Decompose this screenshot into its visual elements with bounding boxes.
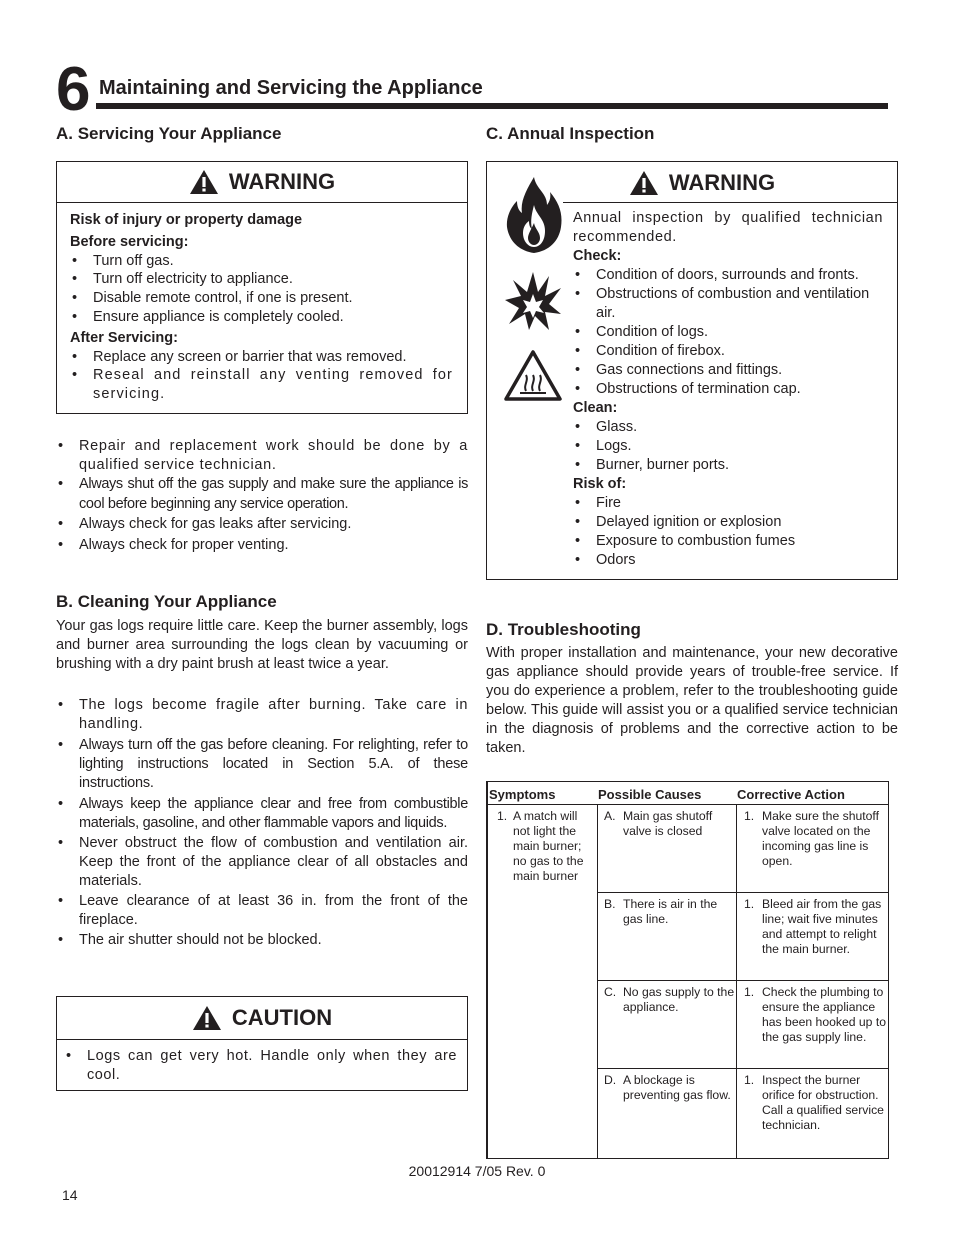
after-list: [70, 348, 453, 404]
list-item: • Exposure to combustion fumes: [573, 532, 883, 551]
list-item: • Obstructions of termination cap.: [573, 380, 883, 399]
before-list: [70, 252, 453, 327]
caution-box: [56, 996, 468, 1091]
clean-label: Clean:: [573, 400, 618, 416]
fire-icon: [503, 175, 565, 255]
action-cell: 1. Inspect the burner orifice for obstruction. Call a qualified service technician.: [744, 1073, 884, 1132]
list-item: • Odors: [573, 551, 883, 570]
warning-triangle-icon: [629, 170, 659, 196]
warning-triangle-icon: [189, 169, 219, 195]
cause-cell: B. There is air in the gas line.: [604, 897, 718, 926]
cause-cell: A. Main gas shutoff valve is closed: [604, 809, 713, 838]
list-item: • Glass.: [573, 418, 883, 437]
list-item: • Always turn off the gas before cleaning. For relighting, refer to lighting instructions located in Section 5.A. of these instructions.: [56, 736, 468, 793]
risk-list: [573, 494, 883, 570]
header-rule: [96, 103, 888, 109]
list-item: • The air shutter should not be blocked.: [56, 931, 468, 950]
list-item: • Condition of firebox.: [573, 342, 883, 361]
list-item: • Disable remote control, if one is present.: [70, 289, 453, 308]
hot-surface-icon: [503, 349, 563, 403]
section-b-heading: B. Cleaning Your Appliance: [56, 592, 277, 611]
list-item: • Obstructions of combustion and ventilation air.: [573, 285, 883, 323]
list-item: • Never obstruct the flow of combustion and ventilation air. Keep the front of the appliance clear of all obstacles and materials.: [56, 834, 468, 891]
cleaning-bullets: [56, 696, 468, 950]
cause-cell: C. No gas supply to the appliance.: [604, 985, 735, 1014]
list-item: • Replace any screen or barrier that was removed.: [70, 348, 453, 367]
list-item: • Delayed ignition or explosion: [573, 513, 883, 532]
list-item: • Logs can get very hot. Handle only when they are cool.: [64, 1047, 457, 1085]
servicing-warning-box: [56, 161, 468, 414]
section-c-heading: C. Annual Inspection: [486, 124, 655, 143]
symptom-cell: 1. A match will not light the main burner; no gas to the main burner: [497, 809, 584, 883]
list-item: • Leave clearance of at least 36 in. from the front of the fireplace.: [56, 892, 468, 930]
list-item: • Turn off electricity to appliance.: [70, 270, 453, 289]
check-label: Check:: [573, 248, 622, 264]
section-d-heading: D. Troubleshooting: [486, 620, 641, 639]
explosion-icon: [503, 270, 563, 332]
list-item: • Reseal and reinstall any venting removed for servicing.: [70, 366, 453, 404]
list-item: • Logs.: [573, 437, 883, 456]
servicing-bullets: [56, 437, 468, 555]
caution-label: CAUTION: [231, 1005, 333, 1030]
risk-label: Risk of:: [573, 476, 627, 492]
after-label: After Servicing:: [70, 329, 178, 346]
cleaning-intro: Your gas logs require little care. Keep the burner assembly, logs and burner area surrounding the logs clean by vacuuming or brushing with a dry paint brush at least twice a year.: [56, 618, 468, 672]
clean-list: [573, 418, 883, 475]
table-header-causes: Possible Causes: [598, 787, 702, 802]
risk-text: Risk of injury or property damage: [70, 212, 303, 228]
document-number: 20012914 7/05 Rev. 0: [408, 1163, 546, 1179]
action-cell: 1. Check the plumbing to ensure the appliance has been hooked up to the gas supply line.: [744, 985, 887, 1044]
list-item: • Repair and replacement work should be done by a qualified service technician.: [56, 437, 468, 475]
warning-triangle-icon: [192, 1005, 222, 1031]
action-cell: 1. Bleed air from the gas line; wait five minutes and attempt to relight the main burner.: [744, 897, 882, 956]
section-a-heading: A. Servicing Your Appliance: [56, 124, 282, 143]
list-item: • The logs become fragile after burning. Take care in handling.: [56, 696, 468, 734]
list-item: • Fire: [573, 494, 883, 513]
annual-warning-box: [486, 161, 898, 580]
list-item: • Always shut off the gas supply and make sure the appliance is cool before beginning any service operation.: [56, 475, 468, 513]
list-item: • Always check for gas leaks after servicing.: [56, 515, 468, 534]
list-item: • Burner, burner ports.: [573, 456, 883, 475]
check-list: [573, 266, 883, 399]
action-cell: 1. Make sure the shutoff valve located on the incoming gas line is open.: [744, 809, 879, 868]
table-header-symptoms: Symptoms: [489, 787, 556, 802]
chapter-title: Maintaining and Servicing the Appliance: [99, 77, 483, 99]
annual-intro: Annual inspection by qualified technician recommended.: [573, 210, 883, 245]
list-item: • Turn off gas.: [70, 252, 453, 271]
troubleshooting-intro: With proper installation and maintenance, your new decorative gas appliance should provide years of trouble-free service. If you do experience a problem, refer to the troubleshooting guide below. This guide will assist you or a qualified service technician in the diagnosis of problems and the corrective action to be taken.: [486, 645, 898, 756]
list-item: • Always check for proper venting.: [56, 536, 468, 555]
warning-label: WARNING: [228, 169, 336, 194]
list-item: • Always keep the appliance clear and free from combustible materials, gasoline, and other flammable vapors and liquids.: [56, 795, 468, 833]
list-item: • Gas connections and fittings.: [573, 361, 883, 380]
list-item: • Ensure appliance is completely cooled.: [70, 308, 453, 327]
page-number: 14: [62, 1187, 78, 1203]
list-item: • Condition of doors, surrounds and fronts.: [573, 266, 883, 285]
list-item: • Condition of logs.: [573, 323, 883, 342]
before-label: Before servicing:: [70, 233, 189, 250]
warning-label: WARNING: [668, 169, 776, 195]
caution-list: [64, 1047, 457, 1085]
chapter-number: 6: [56, 55, 89, 124]
table-header-action: Corrective Action: [737, 787, 845, 802]
cause-cell: D. A blockage is preventing gas flow.: [604, 1073, 731, 1102]
